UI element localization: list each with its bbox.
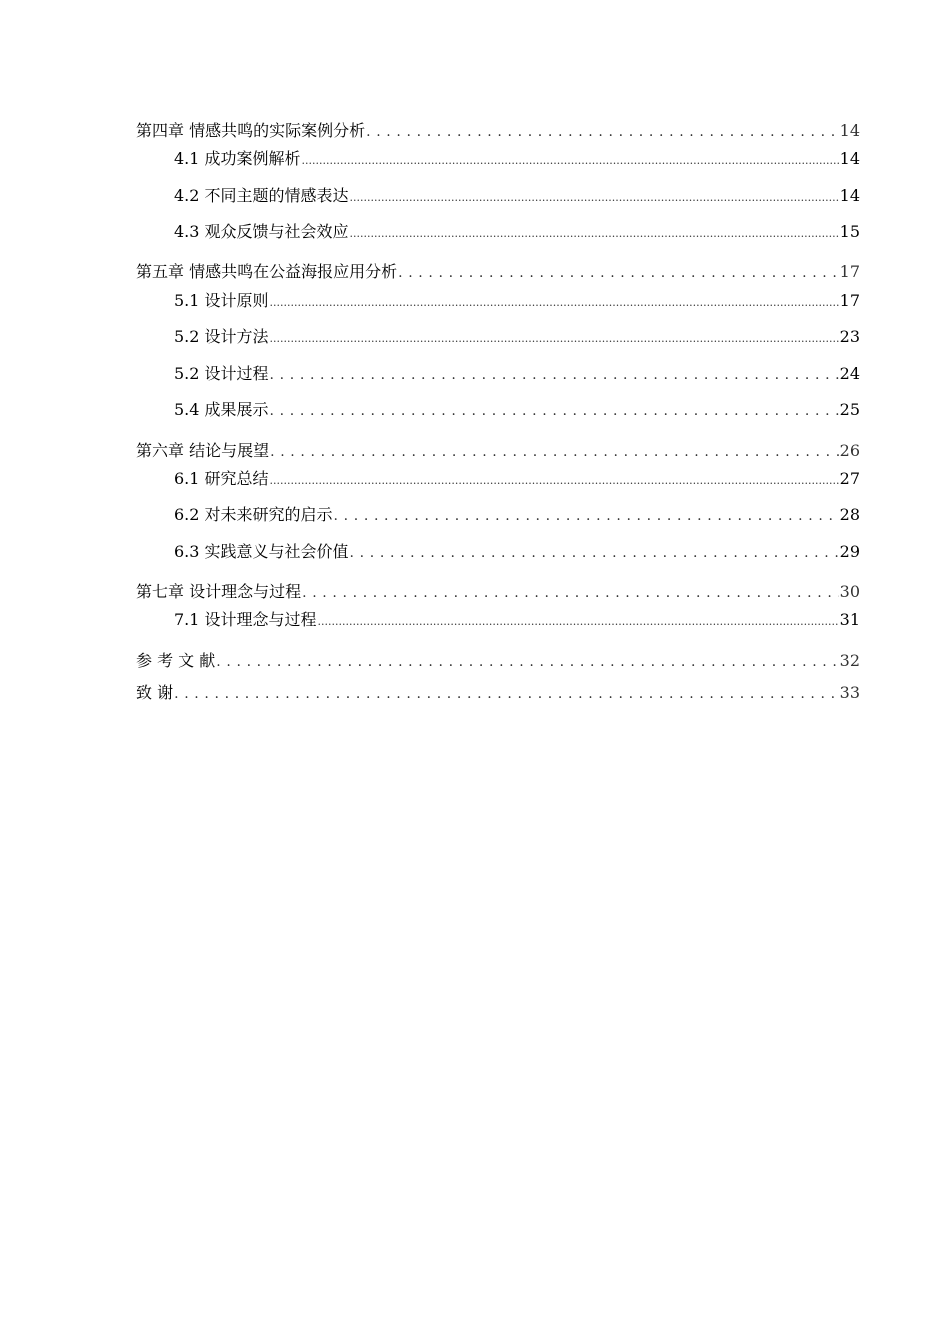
- toc-entry-section-5-4[interactable]: [174, 397, 860, 423]
- dot-leader: [270, 291, 839, 310]
- dot-leader: [270, 400, 839, 419]
- toc-entry-title: 第六章 结论与展望: [136, 441, 270, 460]
- dot-leader: [216, 651, 838, 670]
- toc-entry-title: 5.1 设计原则: [174, 291, 269, 310]
- toc-entry-title: 6.1 研究总结: [174, 469, 269, 488]
- toc-entry-page: 17: [839, 291, 860, 310]
- toc-entry-section-4-1[interactable]: [174, 146, 860, 172]
- toc-entry-title: 7.1 设计理念与过程: [174, 610, 317, 629]
- dot-leader: [350, 542, 839, 561]
- dot-leader: [366, 121, 839, 140]
- toc-entry-section-6-2[interactable]: [174, 502, 860, 528]
- toc-entry-section-6-1[interactable]: [174, 466, 860, 492]
- toc-entry-section-5-1[interactable]: [174, 288, 860, 314]
- toc-entry-section-4-3[interactable]: [174, 219, 860, 245]
- toc-entry-page: 14: [839, 121, 860, 140]
- dot-leader: [270, 469, 839, 488]
- dot-leader: [270, 327, 839, 346]
- dot-leader: [350, 186, 839, 205]
- toc-entry-title: 6.2 对未来研究的启示: [174, 505, 333, 524]
- toc-entry-title: 第五章 情感共鸣在公益海报应用分析: [136, 262, 398, 281]
- toc-entry-page: 14: [839, 149, 860, 168]
- toc-entry-title: 6.3 实践意义与社会价值: [174, 542, 349, 561]
- toc-entry-title: 4.3 观众反馈与社会效应: [174, 222, 349, 241]
- toc-entry-title: 参 考 文 献: [136, 651, 216, 670]
- toc-entry-page: 25: [839, 400, 860, 419]
- toc-entry-page: 15: [839, 222, 860, 241]
- dot-leader: [398, 262, 839, 281]
- toc-entry-chapter-7[interactable]: [136, 579, 860, 605]
- dot-leader: [270, 364, 839, 383]
- toc-entry-page: 28: [839, 505, 860, 524]
- toc-entry-chapter-5[interactable]: [136, 259, 860, 285]
- toc-entry-section-5-2-process[interactable]: [174, 361, 860, 387]
- toc-entry-title: 5.2 设计过程: [174, 364, 269, 383]
- dot-leader: [270, 441, 839, 460]
- dot-leader: [302, 582, 839, 601]
- toc-entry-acknowledgements[interactable]: [136, 680, 860, 706]
- toc-entry-page: 27: [839, 469, 860, 488]
- toc-entry-page: 31: [839, 610, 860, 629]
- toc-entry-title: 第四章 情感共鸣的实际案例分析: [136, 121, 366, 140]
- toc-entry-section-6-3[interactable]: [174, 539, 860, 565]
- toc-entry-chapter-6[interactable]: [136, 438, 860, 464]
- dot-leader: [318, 610, 839, 629]
- toc-entry-title: 致 谢: [136, 683, 174, 702]
- toc-entry-page: 23: [839, 327, 860, 346]
- toc-entry-page: 29: [839, 542, 860, 561]
- toc-entry-title: 第七章 设计理念与过程: [136, 582, 302, 601]
- toc-entry-section-5-2[interactable]: [174, 324, 860, 350]
- toc-entry-page: 32: [839, 651, 860, 670]
- toc-entry-page: 17: [839, 262, 860, 281]
- dot-leader: [302, 149, 839, 168]
- toc-entry-chapter-4[interactable]: [136, 118, 860, 144]
- toc-entry-page: 24: [839, 364, 860, 383]
- toc-entry-section-7-1[interactable]: [174, 607, 860, 633]
- toc-entry-page: 14: [839, 186, 860, 205]
- toc-entry-page: 26: [839, 441, 860, 460]
- toc-entry-page: 30: [839, 582, 860, 601]
- toc-entry-title: 5.2 设计方法: [174, 327, 269, 346]
- dot-leader: [174, 683, 839, 702]
- toc-entry-page: 33: [839, 683, 860, 702]
- toc-entry-title: 5.4 成果展示: [174, 400, 269, 419]
- dot-leader: [350, 222, 839, 241]
- toc-entry-section-4-2[interactable]: [174, 183, 860, 209]
- toc-entry-title: 4.1 成功案例解析: [174, 149, 301, 168]
- dot-leader: [334, 505, 839, 524]
- toc-entry-references[interactable]: [136, 648, 860, 674]
- toc-entry-title: 4.2 不同主题的情感表达: [174, 186, 349, 205]
